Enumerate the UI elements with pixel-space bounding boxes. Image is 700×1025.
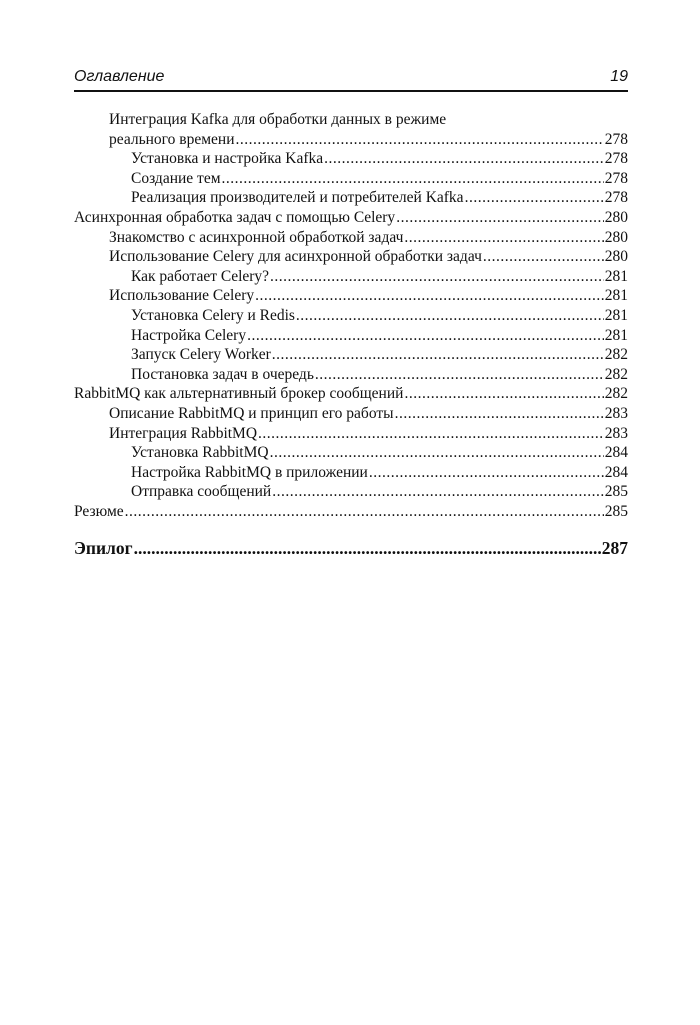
toc-entry xyxy=(74,110,628,130)
toc-entry-text: Настройка Celery xyxy=(131,326,247,344)
toc-entry-page: 287 xyxy=(601,538,628,558)
toc-entry xyxy=(74,169,628,189)
toc-entry-text: Реализация производителей и потребителей Kafka xyxy=(131,189,464,207)
toc-entry xyxy=(74,267,628,287)
dot-leader xyxy=(270,443,604,463)
toc-entry-text: Запуск Celery Worker xyxy=(131,346,271,364)
toc-entry xyxy=(74,208,628,228)
table-of-contents xyxy=(74,110,628,521)
toc-entry-page: 283 xyxy=(604,424,628,442)
dot-leader xyxy=(222,169,604,189)
dot-leader xyxy=(465,188,604,208)
toc-entry-page: 281 xyxy=(604,267,628,285)
toc-entry-page: 278 xyxy=(604,189,628,207)
dot-leader xyxy=(272,345,604,365)
running-header xyxy=(74,64,628,92)
toc-entry-page: 278 xyxy=(604,169,628,187)
dot-leader xyxy=(404,228,603,248)
toc-entry xyxy=(74,286,628,306)
dot-leader xyxy=(404,384,603,404)
toc-entry-text: Интеграция Kafka для обработки данных в режиме xyxy=(109,111,447,128)
toc-entry xyxy=(74,384,628,404)
toc-entry-page: 282 xyxy=(604,385,628,403)
toc-entry-text: RabbitMQ как альтернативный брокер сообщений xyxy=(74,385,404,403)
toc-entry-page: 280 xyxy=(604,228,628,246)
toc-entry-page: 281 xyxy=(604,306,628,324)
toc-entry-text: Установка Celery и Redis xyxy=(131,306,295,324)
toc-entry-text: Постановка задач в очередь xyxy=(131,365,314,383)
toc-entry-page: 281 xyxy=(604,287,628,305)
toc-entry-page: 280 xyxy=(604,248,628,266)
toc-entry-text: Как работает Celery? xyxy=(131,267,270,285)
toc-entry-page: 282 xyxy=(604,365,628,383)
header-title: Оглавление xyxy=(74,68,165,85)
toc-entry-text: Резюме xyxy=(74,502,124,520)
toc-entry-page: 282 xyxy=(604,346,628,364)
toc-entry-text: реального времени xyxy=(109,130,235,148)
toc-entry xyxy=(74,404,628,424)
toc-entry-page: 280 xyxy=(604,208,628,226)
toc-entry-epilog xyxy=(74,538,628,559)
toc-entry-page: 278 xyxy=(604,150,628,168)
toc-entry xyxy=(74,149,628,169)
toc-entry xyxy=(74,365,628,385)
toc-entry-text: Отправка сообщений xyxy=(131,483,272,501)
toc-entry-page: 284 xyxy=(604,444,628,462)
dot-leader xyxy=(236,130,604,150)
toc-entry xyxy=(74,482,628,502)
dot-leader xyxy=(395,404,604,424)
toc-entry xyxy=(74,228,628,248)
toc-entry xyxy=(74,326,628,346)
toc-entry xyxy=(74,502,628,522)
dot-leader xyxy=(270,267,604,287)
toc-entry xyxy=(74,345,628,365)
dot-leader xyxy=(247,326,604,346)
toc-entry-text: Описание RabbitMQ и принцип его работы xyxy=(109,404,394,422)
dot-leader xyxy=(369,463,604,483)
dot-leader xyxy=(396,208,604,228)
toc-entry xyxy=(74,188,628,208)
toc-entry xyxy=(74,247,628,267)
dot-leader xyxy=(125,502,604,522)
toc-entry-text: Знакомство с асинхронной обработкой задач xyxy=(109,228,404,246)
toc-entry-page: 284 xyxy=(604,463,628,481)
toc-entry-page: 281 xyxy=(604,326,628,344)
dot-leader xyxy=(315,365,604,385)
toc-entry-text: Эпилог xyxy=(74,538,133,558)
dot-leader xyxy=(483,247,604,267)
dot-leader xyxy=(324,149,604,169)
toc-entry xyxy=(74,306,628,326)
dot-leader xyxy=(258,424,604,444)
header-page-number: 19 xyxy=(610,68,628,85)
toc-entry-text: Использование Celery для асинхронной обработки задач xyxy=(109,248,482,266)
toc-entry xyxy=(74,424,628,444)
toc-entry-text: Создание тем xyxy=(131,169,221,187)
toc-entry xyxy=(74,443,628,463)
toc-entry xyxy=(74,463,628,483)
dot-leader xyxy=(272,482,604,502)
toc-entry-page: 285 xyxy=(604,483,628,501)
toc-entry-page: 283 xyxy=(604,404,628,422)
toc-entry-text: Установка и настройка Kafka xyxy=(131,150,324,168)
toc-entry-text: Асинхронная обработка задач с помощью Celery xyxy=(74,208,396,226)
dot-leader xyxy=(255,286,604,306)
toc-entry-text: Использование Celery xyxy=(109,287,255,305)
dot-leader xyxy=(296,306,604,326)
toc-entry-page: 285 xyxy=(604,502,628,520)
toc-entry-page: 278 xyxy=(604,130,628,148)
toc-entry-text: Интеграция RabbitMQ xyxy=(109,424,258,442)
toc-entry xyxy=(74,130,628,150)
dot-leader xyxy=(134,538,601,559)
toc-entry-text: Установка RabbitMQ xyxy=(131,444,269,462)
toc-entry-text: Настройка RabbitMQ в приложении xyxy=(131,463,368,481)
